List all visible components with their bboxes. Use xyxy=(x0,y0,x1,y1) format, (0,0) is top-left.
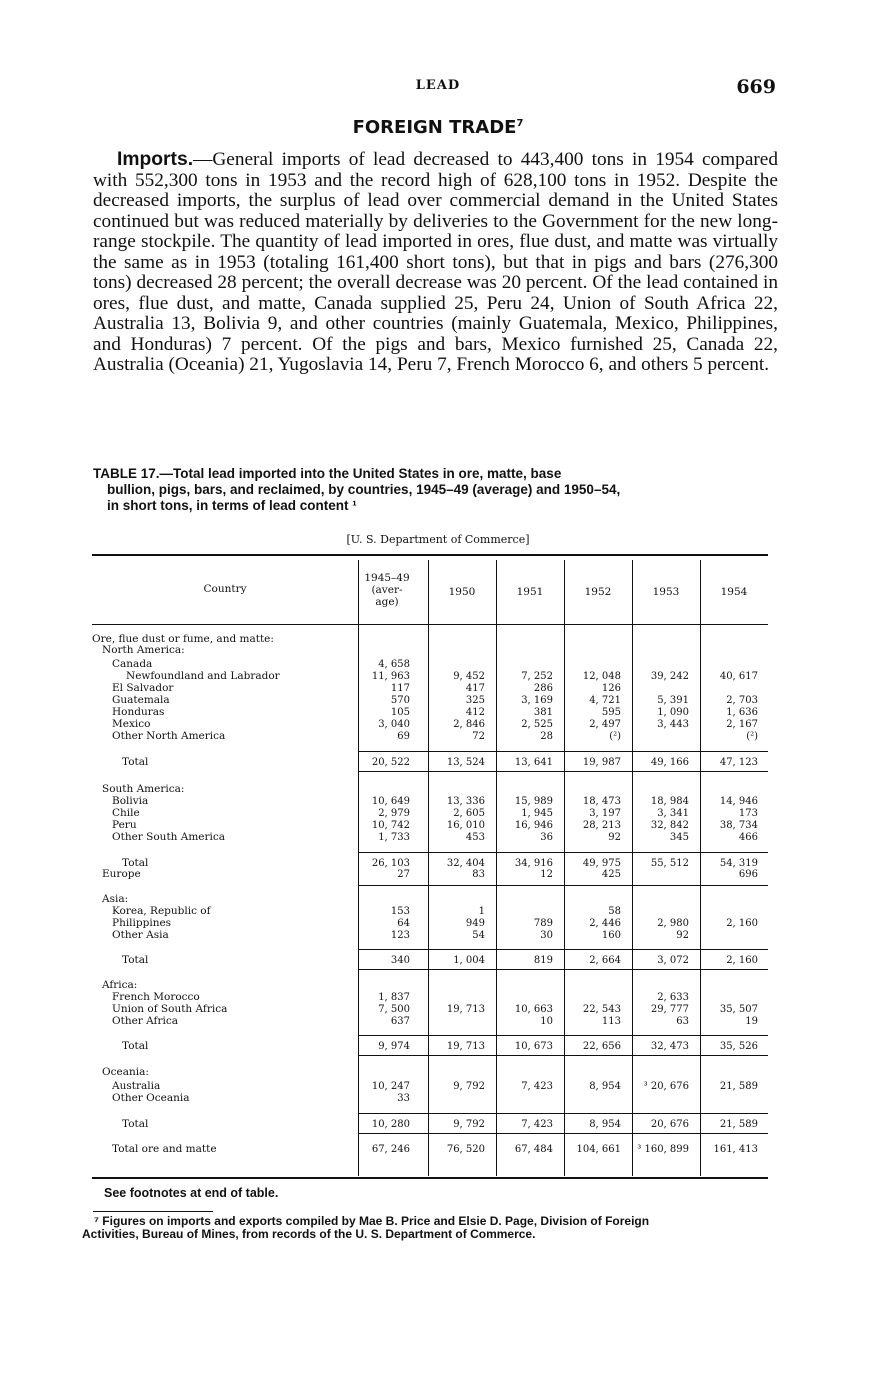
table-cell: 20, 522 xyxy=(371,757,410,768)
row-label: Africa: xyxy=(102,979,138,991)
row-label: Total xyxy=(122,857,149,869)
table-row xyxy=(92,832,768,843)
table-cell: 10, 663 xyxy=(514,1004,553,1015)
table-cell: 7, 500 xyxy=(378,1004,410,1015)
table-row xyxy=(92,1041,768,1052)
table-cell: 466 xyxy=(738,832,758,843)
table-cell: 161, 413 xyxy=(713,1144,758,1155)
table-cell: 54 xyxy=(472,930,485,941)
table-cell: 3, 072 xyxy=(657,955,689,966)
table-cell: 35, 507 xyxy=(719,1004,758,1015)
table-cell: 22, 656 xyxy=(582,1041,621,1052)
table-cell: 1, 945 xyxy=(521,808,553,819)
row-label: French Morocco xyxy=(112,991,200,1003)
table-cell: 7, 252 xyxy=(521,671,553,682)
table-cell: 3, 443 xyxy=(657,719,689,730)
table-cell: 40, 617 xyxy=(719,671,758,682)
row-label: Asia: xyxy=(102,893,129,905)
caption-line-2: bullion, pigs, bars, and reclaimed, by countries, 1945–49 (average) and 1950–54, xyxy=(107,482,621,497)
table-cell: 5, 391 xyxy=(657,695,689,706)
table-cell: 72 xyxy=(472,731,485,742)
table-cell: 819 xyxy=(533,955,553,966)
table-cell: 1, 837 xyxy=(378,992,410,1003)
table-row xyxy=(92,955,768,966)
table-cell: 30 xyxy=(540,930,553,941)
table-cell: 126 xyxy=(601,683,621,694)
table-cell: 10, 280 xyxy=(371,1119,410,1130)
table-cell: 15, 989 xyxy=(514,796,553,807)
table-cell: 8, 954 xyxy=(589,1081,621,1092)
table-row xyxy=(92,894,768,905)
table-cell: 9, 792 xyxy=(453,1081,485,1092)
table-cell: 2, 160 xyxy=(726,955,758,966)
table-cell: 92 xyxy=(676,930,689,941)
total-rule xyxy=(358,1035,768,1036)
table-cell: 19, 713 xyxy=(446,1041,485,1052)
table-cell: 8, 954 xyxy=(589,1119,621,1130)
table-cell: 83 xyxy=(472,869,485,880)
table-cell: (²) xyxy=(609,731,621,742)
footnote-mark: 7 xyxy=(516,118,524,129)
table-cell: 2, 160 xyxy=(726,918,758,929)
table-cell: 4, 658 xyxy=(378,659,410,670)
row-label: Other North America xyxy=(112,730,226,742)
table-cell: 10, 247 xyxy=(371,1081,410,1092)
table-cell: 10, 742 xyxy=(371,820,410,831)
table-cell: 4, 721 xyxy=(589,695,621,706)
table-cell: 153 xyxy=(390,906,410,917)
table-cell: 595 xyxy=(601,707,621,718)
table-row xyxy=(92,757,768,768)
table-cell: 117 xyxy=(390,683,410,694)
paragraph-text: —General imports of lead decreased to 443,400 tons in 1954 compared with 552,300 tons in 1953 and the record high of 628,100 tons in 1952. Despite the decreased imports, the surplus of lead over commercial demand in the United States continued but was reduced materially by deliveries to the Government for the new long-range stockpile. The quantity of lead imported in ores, flue dust, and matte was virtually the same as in 1953 (totaling 161,400 short tons), but that in pigs and bars (276,300 tons) decreased 28 percent; the overall decrease was 20 percent. Of the lead contained in ores, flue dust, and matte, Canada supplied 25, Peru 24, Union of South Africa 22, Australia 13, Bolivia 9, and other countries (mainly Guatemala, Mexico, Philippines, and Honduras) 7 percent. Of the pigs and bars, Mexico furnished 25, Canada 22, Australia (Oceania) 21, Yugoslavia 14, Peru 7, French Morocco 6, and others 5 percent. xyxy=(93,149,778,375)
total-double-rule xyxy=(358,771,768,772)
table-cell: 35, 526 xyxy=(719,1041,758,1052)
table-row xyxy=(92,906,768,917)
table-cell: 20, 676 xyxy=(650,1119,689,1130)
row-label: Bolivia xyxy=(112,795,149,807)
table-cell: 49, 166 xyxy=(650,757,689,768)
table-row xyxy=(92,980,768,991)
paragraph-lead: Imports. xyxy=(117,149,194,170)
table-cell: 123 xyxy=(390,930,410,941)
table-cell: 2, 703 xyxy=(726,695,758,706)
row-label: North America: xyxy=(102,644,185,656)
table-cell: 2, 979 xyxy=(378,808,410,819)
table-cell: 58 xyxy=(608,906,621,917)
table-row xyxy=(92,719,768,730)
col-head-1952: 1952 xyxy=(584,586,612,598)
table-row xyxy=(92,820,768,831)
col-head-1945-49: 1945–49 (aver-age) xyxy=(364,572,410,608)
row-label: Total xyxy=(122,954,149,966)
table-cell: 2, 446 xyxy=(589,918,621,929)
table-top-rule xyxy=(92,554,768,556)
table-cell: 2, 167 xyxy=(726,719,758,730)
table-row xyxy=(92,1004,768,1015)
table-row xyxy=(92,645,768,656)
table-cell: 18, 473 xyxy=(582,796,621,807)
table-cell: 34, 916 xyxy=(514,858,553,869)
table-cell: 38, 734 xyxy=(719,820,758,831)
row-label: Total ore and matte xyxy=(112,1143,217,1155)
total-double-rule xyxy=(358,1133,768,1134)
row-label: Mexico xyxy=(112,718,151,730)
table-cell: 32, 404 xyxy=(446,858,485,869)
table-cell: 76, 520 xyxy=(446,1144,485,1155)
col-head-1954: 1954 xyxy=(720,586,748,598)
table-cell: 286 xyxy=(533,683,553,694)
table-cell: 19, 987 xyxy=(582,757,621,768)
table-cell: 26, 103 xyxy=(371,858,410,869)
row-label: Ore, flue dust or fume, and matte: xyxy=(92,633,274,645)
see-footnotes-note: See footnotes at end of table. xyxy=(104,1186,279,1200)
table-row xyxy=(92,707,768,718)
table-cell: 1, 733 xyxy=(378,832,410,843)
table-cell: 18, 984 xyxy=(650,796,689,807)
table-cell: 381 xyxy=(533,707,553,718)
section-title xyxy=(0,117,876,138)
table-cell: 3, 197 xyxy=(589,808,621,819)
table-cell: 92 xyxy=(608,832,621,843)
col-head-1950: 1950 xyxy=(448,586,476,598)
table-cell: 340 xyxy=(390,955,410,966)
total-double-rule xyxy=(358,969,768,970)
table-cell: 160 xyxy=(601,930,621,941)
table-cell: 412 xyxy=(465,707,485,718)
table-cell: 69 xyxy=(397,731,410,742)
row-label: Newfoundland and Labrador xyxy=(126,670,280,682)
table-cell: 9, 452 xyxy=(453,671,485,682)
table-row xyxy=(92,1144,768,1155)
table-cell: 949 xyxy=(465,918,485,929)
col-head-1953: 1953 xyxy=(652,586,680,598)
table-cell: 22, 543 xyxy=(582,1004,621,1015)
table-cell: 29, 777 xyxy=(650,1004,689,1015)
table-cell: 453 xyxy=(465,832,485,843)
col-head-country: Country xyxy=(203,583,247,595)
row-label: Australia xyxy=(112,1080,161,1092)
row-label: El Salvador xyxy=(112,682,174,694)
table-row xyxy=(92,869,768,880)
table-cell: 425 xyxy=(601,869,621,880)
row-label: Europe xyxy=(102,868,141,880)
table-cell: 63 xyxy=(676,1016,689,1027)
table-row xyxy=(92,1119,768,1130)
table-cell: 2, 846 xyxy=(453,719,485,730)
total-rule xyxy=(358,751,768,752)
table-cell: 637 xyxy=(390,1016,410,1027)
table-row xyxy=(92,1067,768,1078)
footnote-line-1: ⁷ Figures on imports and exports compiled by Mae B. Price and Elsie D. Page, Division of Foreign xyxy=(94,1214,650,1228)
row-label: Canada xyxy=(112,658,153,670)
table-cell: 7, 423 xyxy=(521,1081,553,1092)
table-cell: 14, 946 xyxy=(719,796,758,807)
imports-paragraph xyxy=(93,150,778,376)
table-cell: 16, 010 xyxy=(446,820,485,831)
total-rule xyxy=(358,852,768,853)
table-cell: 27 xyxy=(397,869,410,880)
table-row xyxy=(92,808,768,819)
table-cell: 13, 336 xyxy=(446,796,485,807)
table-cell: 16, 946 xyxy=(514,820,553,831)
table-cell: 21, 589 xyxy=(719,1119,758,1130)
table-cell: 696 xyxy=(738,869,758,880)
row-label: Peru xyxy=(112,819,137,831)
running-head: LEAD xyxy=(415,78,461,93)
row-label: Korea, Republic of xyxy=(112,905,211,917)
table-row xyxy=(92,784,768,795)
table-row xyxy=(92,731,768,742)
table-cell: 28, 213 xyxy=(582,820,621,831)
table-cell: 1, 004 xyxy=(453,955,485,966)
col-head-1951: 1951 xyxy=(516,586,544,598)
table-cell: 2, 605 xyxy=(453,808,485,819)
section-title-text: FOREIGN TRADE xyxy=(352,117,517,138)
row-label: Philippines xyxy=(112,917,172,929)
table-cell: 67, 246 xyxy=(371,1144,410,1155)
table-cell: 12 xyxy=(540,869,553,880)
footnote xyxy=(82,1215,762,1241)
table-cell: 789 xyxy=(533,918,553,929)
table-cell: 19, 713 xyxy=(446,1004,485,1015)
table-cell: 49, 975 xyxy=(582,858,621,869)
table-cell: (²) xyxy=(746,731,758,742)
table-cell: 13, 641 xyxy=(514,757,553,768)
row-label: Guatemala xyxy=(112,694,170,706)
table-cell: 19 xyxy=(745,1016,758,1027)
table-row xyxy=(92,918,768,929)
table-cell: 1 xyxy=(478,906,485,917)
table-bottom-rule xyxy=(92,1177,768,1179)
table-cell: 54, 319 xyxy=(719,858,758,869)
row-label: Chile xyxy=(112,807,140,819)
table-row xyxy=(92,1081,768,1092)
table-cell: 10, 649 xyxy=(371,796,410,807)
table-cell: 2, 633 xyxy=(657,992,689,1003)
table-cell: 39, 242 xyxy=(650,671,689,682)
table-cell: 105 xyxy=(390,707,410,718)
table-caption xyxy=(93,466,778,514)
table-cell: 1, 636 xyxy=(726,707,758,718)
total-rule xyxy=(358,1113,768,1114)
table-row xyxy=(92,1093,768,1104)
table-cell: 325 xyxy=(465,695,485,706)
row-label: South America: xyxy=(102,783,185,795)
total-rule xyxy=(358,949,768,950)
table-cell: 67, 484 xyxy=(514,1144,553,1155)
row-label: Other South America xyxy=(112,831,226,843)
table-row xyxy=(92,992,768,1003)
table-cell: 173 xyxy=(738,808,758,819)
table-cell: 417 xyxy=(465,683,485,694)
table-row xyxy=(92,858,768,869)
page-header xyxy=(0,76,876,100)
row-label: Honduras xyxy=(112,706,165,718)
row-label: Total xyxy=(122,1040,149,1052)
table-cell: 33 xyxy=(397,1093,410,1104)
footnote-line-2: Activities, Bureau of Mines, from records of the U. S. Department of Commerce. xyxy=(82,1227,536,1241)
row-label: Other Asia xyxy=(112,929,169,941)
table-cell: 32, 473 xyxy=(650,1041,689,1052)
table-cell: 2, 525 xyxy=(521,719,553,730)
row-label: Oceania: xyxy=(102,1066,149,1078)
table-cell: 3, 341 xyxy=(657,808,689,819)
caption-line-1: TABLE 17.—Total lead imported into the United States in ore, matte, base xyxy=(93,466,562,481)
row-label: Total xyxy=(122,756,149,768)
table-cell: 36 xyxy=(540,832,553,843)
row-label: Union of South Africa xyxy=(112,1003,228,1015)
table-row xyxy=(92,930,768,941)
table-cell: 64 xyxy=(397,918,410,929)
table-cell: 3, 169 xyxy=(521,695,553,706)
table-row xyxy=(92,695,768,706)
table-cell: 345 xyxy=(669,832,689,843)
table-cell: 570 xyxy=(390,695,410,706)
table-cell: 2, 497 xyxy=(589,719,621,730)
table-cell: 10, 673 xyxy=(514,1041,553,1052)
table-cell: 9, 974 xyxy=(378,1041,410,1052)
table-cell: 13, 524 xyxy=(446,757,485,768)
table-row xyxy=(92,683,768,694)
caption-line-3: in short tons, in terms of lead content ¹ xyxy=(107,498,357,513)
table-row xyxy=(92,671,768,682)
table-source: [U. S. Department of Commerce] xyxy=(346,533,530,546)
table-row xyxy=(92,659,768,670)
table-cell: 104, 661 xyxy=(576,1144,621,1155)
table-cell: 12, 048 xyxy=(582,671,621,682)
table-cell: 11, 963 xyxy=(371,671,410,682)
table-cell: 10 xyxy=(540,1016,553,1027)
total-double-rule xyxy=(358,1055,768,1056)
table-cell: ³ 160, 899 xyxy=(637,1144,689,1155)
table-cell: 7, 423 xyxy=(521,1119,553,1130)
table-row xyxy=(92,796,768,807)
table-cell: 28 xyxy=(540,731,553,742)
table-cell: 113 xyxy=(601,1016,621,1027)
table-row xyxy=(92,634,768,645)
row-label: Total xyxy=(122,1118,149,1130)
table-cell: 9, 792 xyxy=(453,1119,485,1130)
table-cell: 32, 842 xyxy=(650,820,689,831)
footnote-rule xyxy=(93,1211,213,1212)
table-cell: 47, 123 xyxy=(719,757,758,768)
header-bottom-rule xyxy=(92,624,768,625)
table-cell: 2, 980 xyxy=(657,918,689,929)
table-cell: 2, 664 xyxy=(589,955,621,966)
row-label: Other Oceania xyxy=(112,1092,190,1104)
total-double-rule xyxy=(358,885,768,886)
table-cell: 1, 090 xyxy=(657,707,689,718)
table-cell: ³ 20, 676 xyxy=(643,1081,689,1092)
table-row xyxy=(92,1016,768,1027)
table-cell: 3, 040 xyxy=(378,719,410,730)
table-cell: 21, 589 xyxy=(719,1081,758,1092)
row-label: Other Africa xyxy=(112,1015,178,1027)
table-cell: 55, 512 xyxy=(650,858,689,869)
page-number: 669 xyxy=(736,76,776,98)
